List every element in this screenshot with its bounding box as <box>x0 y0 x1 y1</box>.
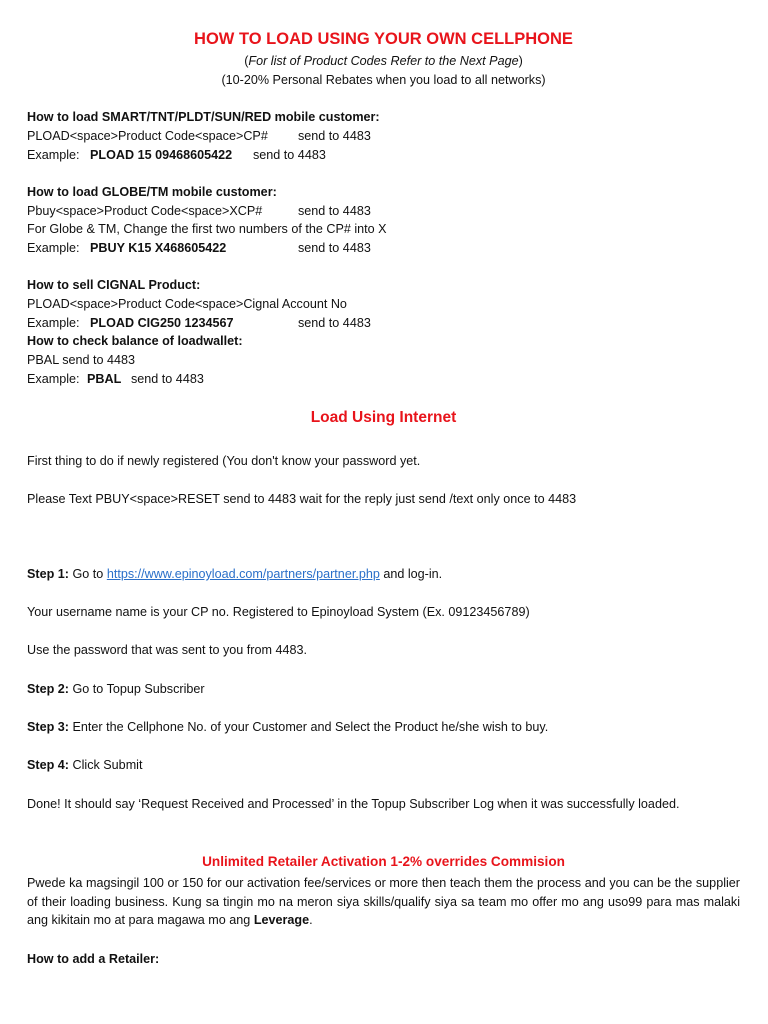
username-note: Your username name is your CP no. Registered to Epinoyload System (Ex. 09123456789) <box>27 605 530 619</box>
step-2 <box>27 681 205 697</box>
balance-heading: How to check balance of loadwallet: <box>27 334 243 348</box>
rebates-note: (10-20% Personal Rebates when you load to all networks) <box>221 73 546 87</box>
step-4-label: Step 4: <box>27 758 69 772</box>
subtitle <box>27 53 740 69</box>
add-retailer-heading: How to add a Retailer: <box>27 952 160 966</box>
balance-example-label: Example: <box>27 372 80 386</box>
step-2-text: Go to Topup Subscriber <box>72 682 205 696</box>
step-3-label: Step 3: <box>27 720 69 734</box>
retailer-paragraph-end: . <box>309 913 313 927</box>
balance-format: PBAL send to 4483 <box>27 353 136 367</box>
internet-first-step: First thing to do if newly registered (You don't know your password yet. <box>27 454 421 468</box>
step-2-label: Step 2: <box>27 682 69 696</box>
globe-example-code: PBUY K15 X468605422 <box>90 241 227 255</box>
step-1-label: Step 1: <box>27 567 69 581</box>
subtitle-italic: For list of Product Codes Refer to the Next Page <box>248 54 519 68</box>
step-3 <box>27 719 548 735</box>
balance-example-code: PBAL <box>87 372 122 386</box>
retailer-paragraph <box>27 874 740 930</box>
step-4 <box>27 757 142 773</box>
retailer-paragraph-text: Pwede ka magsingil 100 or 150 for our activation fee/services or more then teach them the process and you can be the supplier of their loading business. Kung sa tingin mo na meron siya skills/qualify siya sa team mo offer mo ang uso99 para mas malaki ang kikitain mo at para magawa mo ang <box>27 876 740 927</box>
smart-format-send: send to 4483 <box>298 129 371 143</box>
smart-example-send: send to 4483 <box>253 148 326 162</box>
step-3-text: Enter the Cellphone No. of your Customer and Select the Product he/she wish to buy. <box>72 720 549 734</box>
retailer-heading: Unlimited Retailer Activation 1-2% overrides Commision <box>202 854 565 869</box>
globe-example-label: Example: <box>27 241 80 255</box>
smart-example-label: Example: <box>27 148 80 162</box>
internet-heading: Load Using Internet <box>310 409 457 426</box>
done-note: Done! It should say ‘Request Received and Processed’ in the Topup Subscriber Log when it was successfully loaded. <box>27 797 680 811</box>
balance-example-send: send to 4483 <box>131 372 204 386</box>
partner-portal-link[interactable]: https://www.epinoyload.com/partners/partner.php <box>106 567 380 581</box>
step-4-text: Click Submit <box>72 758 143 772</box>
smart-format: PLOAD<space>Product Code<space>CP# <box>27 129 268 143</box>
globe-format: Pbuy<space>Product Code<space>XCP# <box>27 204 263 218</box>
page-title: HOW TO LOAD USING YOUR OWN CELLPHONE <box>194 30 573 48</box>
step-1 <box>27 566 442 582</box>
globe-format-send: send to 4483 <box>298 204 371 218</box>
cignal-example-send: send to 4483 <box>298 316 371 330</box>
subtitle-open: ( <box>244 54 249 68</box>
cignal-example-code: PLOAD CIG250 1234567 <box>90 316 234 330</box>
step-1-pre: Go to <box>72 567 104 581</box>
password-note: Use the password that was sent to you from 4483. <box>27 643 308 657</box>
globe-example-send: send to 4483 <box>298 241 371 255</box>
step-1-post: and log-in. <box>383 567 443 581</box>
smart-heading: How to load SMART/TNT/PLDT/SUN/RED mobile customer: <box>27 110 380 124</box>
cignal-format: PLOAD<space>Product Code<space>Cignal Account No <box>27 297 347 311</box>
subtitle-close: ) <box>518 54 523 68</box>
cignal-heading: How to sell CIGNAL Product: <box>27 278 201 292</box>
retailer-paragraph-bold: Leverage <box>253 913 310 927</box>
internet-reset-instruction: Please Text PBUY<space>RESET send to 4483 wait for the reply just send /text only once to 4483 <box>27 492 577 506</box>
cignal-example-label: Example: <box>27 316 80 330</box>
smart-example-code: PLOAD 15 09468605422 <box>90 148 233 162</box>
globe-heading: How to load GLOBE/TM mobile customer: <box>27 185 277 199</box>
globe-note: For Globe & TM, Change the first two numbers of the CP# into X <box>27 222 387 236</box>
